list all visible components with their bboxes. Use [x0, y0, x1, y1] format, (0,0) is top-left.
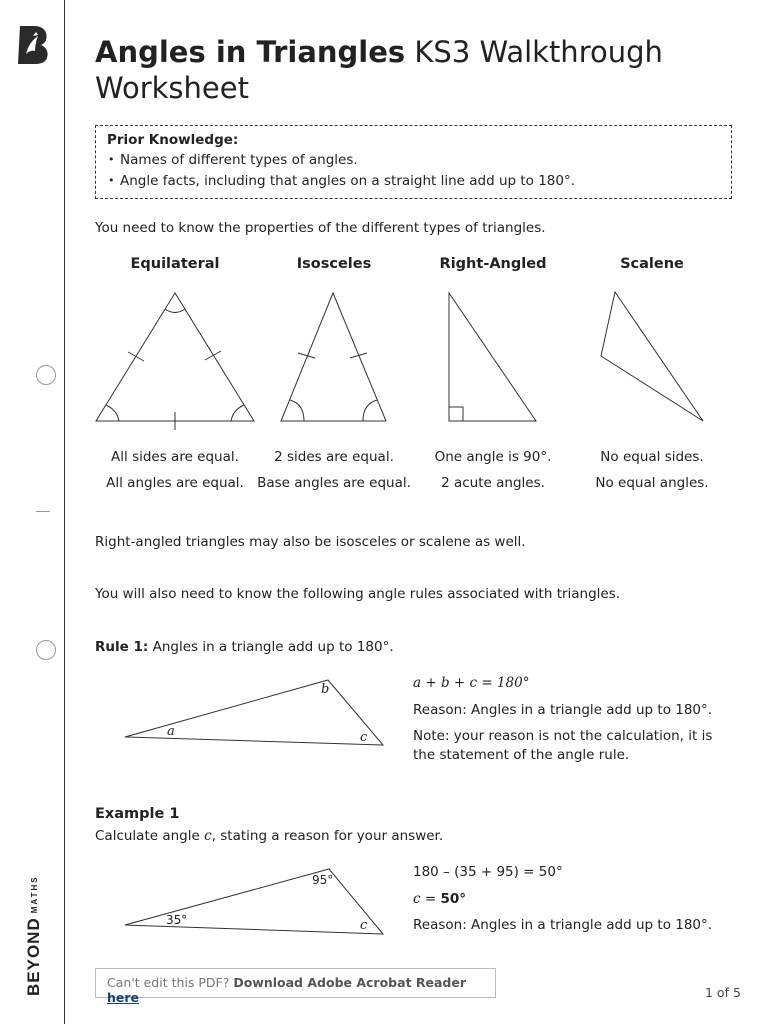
example1-reason: Reason: Angles in a triangle add up to 180°.	[413, 917, 713, 933]
rule1-triangle	[125, 680, 383, 745]
fold-mark	[36, 511, 50, 512]
footer-text: Can't edit this PDF?	[107, 975, 234, 990]
download-link[interactable]: here	[107, 990, 140, 1005]
prior-knowledge-list	[107, 152, 720, 189]
brand-word: BEYOND	[24, 917, 43, 996]
example1-answer-eq: =	[420, 891, 441, 907]
brand-mark	[24, 875, 44, 996]
rule1-label-a: a	[167, 724, 175, 739]
example1-question-pre: Calculate angle	[95, 828, 205, 844]
scalene-desc-1: No equal sides.	[600, 449, 704, 465]
example1-question-post: , stating a reason for your answer.	[211, 828, 444, 844]
rules-intro: You will also need to know the following angle rules associated with triangles.	[95, 586, 621, 602]
rule1-statement: Angles in a triangle add up to 180°.	[148, 639, 394, 655]
isosceles-desc-1: 2 sides are equal.	[274, 449, 394, 465]
scalene-heading: Scalene	[620, 256, 684, 272]
right-angled-note: Right-angled triangles may also be isosceles or scalene as well.	[95, 534, 526, 550]
rule1-equation	[413, 674, 529, 693]
equilateral-triangle	[96, 293, 254, 421]
title-rest: KS3 Walkthrough Worksheet	[95, 35, 663, 105]
right-angled-desc-2: 2 acute angles.	[441, 475, 545, 491]
rule1-note: Note: your reason is not the calculation, it is the statement of the angle rule.	[413, 728, 713, 763]
equilateral-desc-2: All angles are equal.	[106, 475, 244, 491]
example1-triangle	[125, 869, 383, 934]
right-angled-desc-1: One angle is 90°.	[434, 449, 552, 465]
list-item: • Names of different types of angles.	[120, 152, 720, 168]
example1-answer	[413, 890, 466, 909]
scalene-desc-2: No equal angles.	[595, 475, 709, 491]
brand-sub: MATHS	[30, 875, 39, 914]
isosceles-heading: Isosceles	[296, 256, 372, 272]
example1-answer-value: 50°	[440, 891, 467, 907]
rule1-label-c: c	[360, 730, 368, 745]
title-bold: Angles in Triangles	[95, 35, 406, 69]
rule1-text	[95, 639, 394, 655]
example1-question	[95, 828, 443, 844]
example1-answer-var: c	[413, 891, 421, 907]
isosceles-desc-2: Base angles are equal.	[257, 475, 411, 491]
equilateral-desc-1: All sides are equal.	[111, 449, 239, 465]
rule1-reason: Reason: Angles in a triangle add up to 180°.	[413, 702, 713, 718]
equilateral-heading: Equilateral	[130, 256, 220, 272]
example1-heading: Example 1	[95, 806, 180, 822]
example1-label-35: 35°	[166, 913, 188, 927]
page-title	[95, 34, 715, 106]
prior-knowledge-heading: Prior Knowledge:	[107, 132, 239, 148]
prior-knowledge-box	[95, 125, 732, 199]
example1-label-95: 95°	[312, 873, 334, 887]
rule1-label: Rule 1:	[95, 639, 149, 655]
right-angled-triangle	[449, 293, 536, 421]
example1-label-c: c	[360, 918, 368, 933]
example1-question-var: c	[204, 828, 212, 844]
footer-bold: Download Adobe Acrobat Reader	[233, 975, 467, 990]
list-item: • Angle facts, including that angles on a straight line add up to 180°.	[120, 173, 720, 189]
rule1-label-b: b	[321, 682, 330, 697]
isosceles-triangle	[281, 293, 386, 421]
beyond-logo	[16, 24, 50, 66]
rule1-equation-text: a + b + c = 180°	[413, 675, 530, 691]
scalene-triangle	[601, 292, 703, 421]
margin-line	[64, 0, 65, 1024]
intro-text: You need to know the properties of the different types of triangles.	[95, 220, 546, 236]
example1-working: 180 – (35 + 95) = 50°	[413, 864, 563, 880]
right-angled-heading: Right-Angled	[439, 256, 547, 272]
acrobat-footer	[95, 968, 496, 1005]
page-number: 1 of 5	[705, 985, 741, 1000]
punch-hole-bottom	[36, 640, 56, 660]
punch-hole-top	[36, 365, 56, 385]
